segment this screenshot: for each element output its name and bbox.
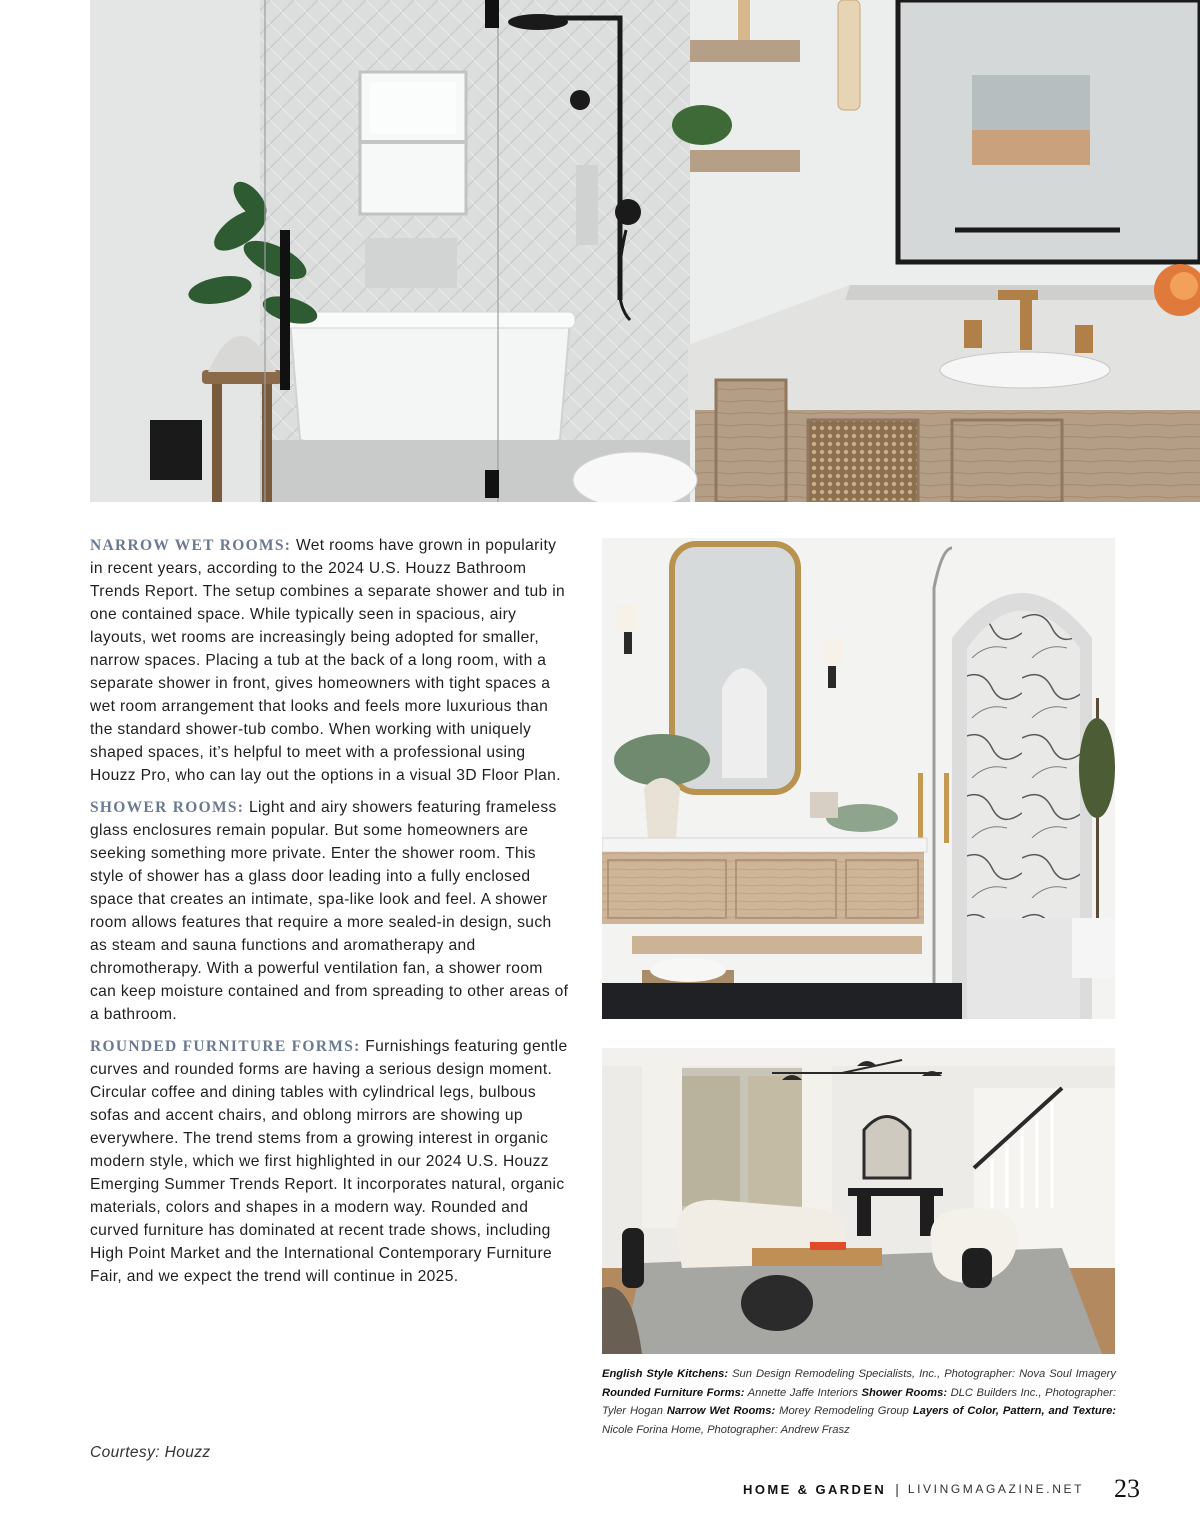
section-lead: NARROW WET ROOMS:: [90, 537, 292, 554]
section-narrow-wet-rooms: [90, 534, 570, 787]
shower-room-illustration: [602, 538, 1115, 1019]
credit-label: Shower Rooms:: [861, 1386, 948, 1399]
section-name: HOME & GARDEN: [743, 1481, 887, 1497]
page-footer: [743, 1474, 1140, 1504]
footer-separator: |: [895, 1481, 899, 1497]
credit-label: Narrow Wet Rooms:: [666, 1405, 776, 1417]
section-lead: ROUNDED FURNITURE FORMS:: [90, 1038, 361, 1055]
credit-label: Layers of Color, Pattern, and Texture:: [912, 1405, 1117, 1417]
credit-label: Rounded Furniture Forms:: [602, 1386, 745, 1399]
article-body: [90, 534, 570, 1297]
credit-text: Sun Design Remodeling Specialists, Inc., Photographer: Nova Soul Imagery: [732, 1368, 1116, 1380]
shower-room-photo: [602, 538, 1115, 1019]
living-room-photo: [602, 1048, 1115, 1354]
section-body: Furnishings featuring gentle curves and rounded forms are having a serious design moment. Circular coffee and dining tables with cylindrical legs, bulbous sofas and accent chairs, and oblong mirrors are showing up everywhere. The trend stems from a growing interest in organic modern style, which we first highlighted in our 2024 U.S. Houzz Emerging Summer Trends Report. It incorporates natural, organic materials, colors and shapes in a modern way. Rounded and curved furniture has dominated at recent trade shows, including High Point Market and the International Contemporary Furniture Fair, and we expect the trend will continue in 2025.: [90, 1038, 568, 1285]
courtesy-credit: Courtesy: Houzz: [90, 1444, 211, 1461]
photo-credits: [602, 1365, 1116, 1439]
section-shower-rooms: [90, 796, 570, 1026]
website-url[interactable]: LIVINGMAGAZINE.NET: [907, 1482, 1084, 1496]
credit-text: Nicole Forina Home, Photographer: Andrew Frasz: [602, 1423, 850, 1436]
credit-text: Morey Remodeling Group: [779, 1405, 909, 1417]
page-number: 23: [1114, 1474, 1140, 1503]
credit-text: DLC Builders Inc., Photographer: Tyler Hogan: [602, 1386, 1117, 1417]
section-body: Light and airy showers featuring frameless glass enclosures remain popular. But some homeowners are seeking something more private. Enter the shower room. This style of shower has a glass door leading into a fully enclosed space that creates an intimate, spa-like look and feel. A shower room allows features that require a more sealed-in design, such as steam and sauna functions and aromatherapy and chromotherapy. With a powerful ventilation fan, a shower room can keep moisture contained and from spreading to other areas of a bathroom.: [90, 799, 569, 1023]
bathroom-photo: [90, 0, 1200, 502]
credit-text: Annette Jaffe Interiors: [747, 1386, 858, 1399]
credit-label: English Style Kitchens:: [602, 1368, 729, 1380]
living-room-illustration: [602, 1048, 1115, 1354]
section-lead: SHOWER ROOMS:: [90, 799, 245, 816]
bathroom-illustration: [90, 0, 1200, 502]
section-rounded-furniture: [90, 1035, 570, 1288]
section-body: Wet rooms have grown in popularity in recent years, according to the 2024 U.S. Houzz Bathroom Trends Report. The setup combines a separate shower and tub in one contained space. While typically seen in spacious, airy layouts, wet rooms are increasingly being adopted for smaller, narrow spaces. Placing a tub at the back of a long room, with a separate shower in front, gives homeowners with tight spaces a wet room arrangement that looks and feels more luxurious than the standard shower-tub combo. When working with uniquely shaped spaces, it’s helpful to meet with a professional using Houzz Pro, who can lay out the options in a visual 3D Floor Plan.: [90, 537, 566, 784]
